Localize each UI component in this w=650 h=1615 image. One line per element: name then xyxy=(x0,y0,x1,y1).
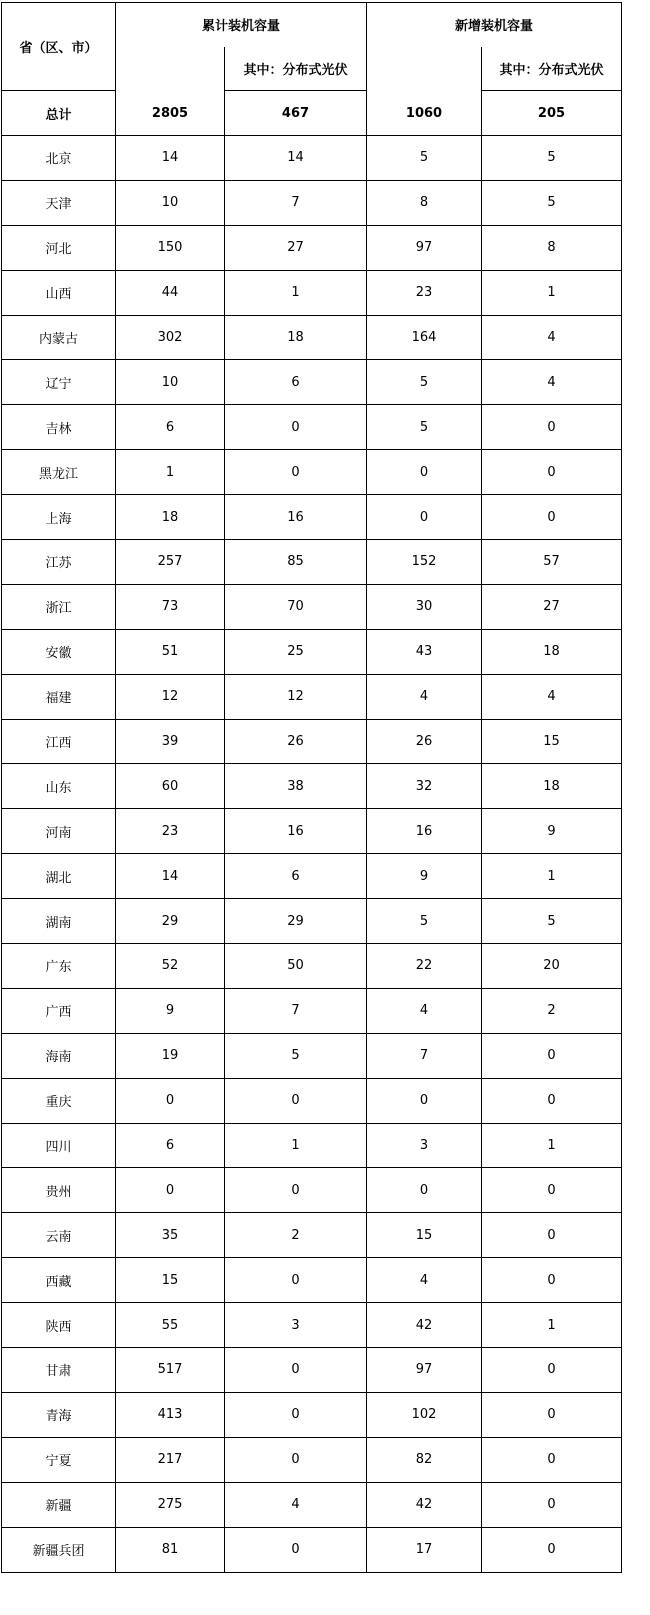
cumulative-distributed-cell: 50 xyxy=(225,944,367,989)
header-cumulative: 累计装机容量 xyxy=(116,3,367,47)
cumulative-distributed-cell: 3 xyxy=(225,1303,367,1348)
new-cell: 17 xyxy=(367,1527,482,1572)
province-cell: 安徽 xyxy=(2,629,116,674)
cumulative-distributed-cell: 25 xyxy=(225,629,367,674)
province-cell: 湖南 xyxy=(2,899,116,944)
cumulative-cell: 10 xyxy=(116,180,225,225)
new-distributed-cell: 1 xyxy=(482,1303,622,1348)
new-cell: 0 xyxy=(367,495,482,540)
table-row xyxy=(2,1482,622,1527)
new-cell: 26 xyxy=(367,719,482,764)
cumulative-distributed-cell: 0 xyxy=(225,1078,367,1123)
cumulative-cell: 517 xyxy=(116,1348,225,1393)
new-distributed-cell: 5 xyxy=(482,180,622,225)
new-cell: 0 xyxy=(367,1078,482,1123)
cumulative-distributed-cell: 7 xyxy=(225,988,367,1033)
province-cell: 青海 xyxy=(2,1392,116,1437)
new-distributed-cell: 20 xyxy=(482,944,622,989)
table-row xyxy=(2,988,622,1033)
new-cell: 5 xyxy=(367,899,482,944)
cumulative-distributed-cell: 0 xyxy=(225,1168,367,1213)
cumulative-cell: 44 xyxy=(116,270,225,315)
new-distributed-cell: 0 xyxy=(482,405,622,450)
table-row xyxy=(2,270,622,315)
province-cell: 陕西 xyxy=(2,1303,116,1348)
table-row xyxy=(2,540,622,585)
table-row xyxy=(2,1168,622,1213)
cumulative-distributed-cell: 85 xyxy=(225,540,367,585)
table-row xyxy=(2,809,622,854)
cumulative-distributed-cell: 6 xyxy=(225,360,367,405)
province-cell: 广西 xyxy=(2,988,116,1033)
new-distributed-cell: 5 xyxy=(482,899,622,944)
new-cell: 5 xyxy=(367,360,482,405)
cumulative-distributed-cell: 14 xyxy=(225,136,367,181)
new-distributed-cell: 0 xyxy=(482,1527,622,1572)
new-cell: 42 xyxy=(367,1303,482,1348)
new-distributed-cell: 1 xyxy=(482,270,622,315)
table-row xyxy=(2,315,622,360)
province-cell: 浙江 xyxy=(2,584,116,629)
cumulative-cell: 51 xyxy=(116,629,225,674)
new-distributed-cell: 9 xyxy=(482,809,622,854)
province-cell: 内蒙古 xyxy=(2,315,116,360)
cumulative-cell: 39 xyxy=(116,719,225,764)
new-cell: 97 xyxy=(367,225,482,270)
new-cell: 15 xyxy=(367,1213,482,1258)
cumulative-distributed-cell: 0 xyxy=(225,450,367,495)
cumulative-cell: 14 xyxy=(116,136,225,181)
cumulative-cell: 0 xyxy=(116,1168,225,1213)
new-cell: 8 xyxy=(367,180,482,225)
new-distributed-cell: 2 xyxy=(482,988,622,1033)
province-cell: 山西 xyxy=(2,270,116,315)
new-distributed-cell: 0 xyxy=(482,1482,622,1527)
cumulative-distributed-cell: 6 xyxy=(225,854,367,899)
total-cumulative: 2805 xyxy=(116,91,225,136)
new-distributed-cell: 0 xyxy=(482,1078,622,1123)
province-cell: 贵州 xyxy=(2,1168,116,1213)
new-distributed-cell: 18 xyxy=(482,629,622,674)
new-cell: 82 xyxy=(367,1437,482,1482)
province-cell: 山东 xyxy=(2,764,116,809)
table-row xyxy=(2,1392,622,1437)
new-cell: 5 xyxy=(367,405,482,450)
table-row xyxy=(2,1303,622,1348)
table-row xyxy=(2,1213,622,1258)
cumulative-distributed-cell: 26 xyxy=(225,719,367,764)
new-distributed-cell: 0 xyxy=(482,495,622,540)
province-cell: 新疆 xyxy=(2,1482,116,1527)
new-cell: 23 xyxy=(367,270,482,315)
cumulative-cell: 15 xyxy=(116,1258,225,1303)
new-cell: 5 xyxy=(367,136,482,181)
table-row xyxy=(2,1123,622,1168)
cumulative-distributed-cell: 12 xyxy=(225,674,367,719)
new-distributed-cell: 8 xyxy=(482,225,622,270)
new-distributed-cell: 4 xyxy=(482,674,622,719)
cumulative-cell: 10 xyxy=(116,360,225,405)
table-row xyxy=(2,360,622,405)
table-row xyxy=(2,1033,622,1078)
new-distributed-cell: 0 xyxy=(482,1392,622,1437)
cumulative-distributed-cell: 0 xyxy=(225,1258,367,1303)
table-row xyxy=(2,1078,622,1123)
new-cell: 4 xyxy=(367,674,482,719)
province-cell: 江西 xyxy=(2,719,116,764)
cumulative-cell: 0 xyxy=(116,1078,225,1123)
province-cell: 河南 xyxy=(2,809,116,854)
cumulative-cell: 23 xyxy=(116,809,225,854)
table-row xyxy=(2,719,622,764)
capacity-table xyxy=(1,2,622,1573)
cumulative-cell: 9 xyxy=(116,988,225,1033)
province-cell: 宁夏 xyxy=(2,1437,116,1482)
province-cell: 海南 xyxy=(2,1033,116,1078)
province-cell: 云南 xyxy=(2,1213,116,1258)
new-cell: 3 xyxy=(367,1123,482,1168)
cumulative-cell: 257 xyxy=(116,540,225,585)
table-row xyxy=(2,899,622,944)
province-cell: 河北 xyxy=(2,225,116,270)
cumulative-distributed-cell: 1 xyxy=(225,1123,367,1168)
new-cell: 4 xyxy=(367,988,482,1033)
new-distributed-cell: 0 xyxy=(482,450,622,495)
cumulative-cell: 1 xyxy=(116,450,225,495)
province-cell: 广东 xyxy=(2,944,116,989)
province-cell: 西藏 xyxy=(2,1258,116,1303)
table-row xyxy=(2,136,622,181)
cumulative-distributed-cell: 0 xyxy=(225,1437,367,1482)
province-cell: 甘肃 xyxy=(2,1348,116,1393)
new-cell: 97 xyxy=(367,1348,482,1393)
cumulative-cell: 60 xyxy=(116,764,225,809)
new-cell: 0 xyxy=(367,1168,482,1213)
header-new-blank xyxy=(367,47,482,91)
province-cell: 吉林 xyxy=(2,405,116,450)
table-row xyxy=(2,180,622,225)
table-row xyxy=(2,225,622,270)
cumulative-distributed-cell: 16 xyxy=(225,809,367,854)
total-cumulative-distributed: 467 xyxy=(225,91,367,136)
province-cell: 黑龙江 xyxy=(2,450,116,495)
province-cell: 上海 xyxy=(2,495,116,540)
new-distributed-cell: 15 xyxy=(482,719,622,764)
new-distributed-cell: 0 xyxy=(482,1213,622,1258)
province-cell: 四川 xyxy=(2,1123,116,1168)
cumulative-distributed-cell: 5 xyxy=(225,1033,367,1078)
new-distributed-cell: 0 xyxy=(482,1258,622,1303)
new-distributed-cell: 5 xyxy=(482,136,622,181)
province-cell: 新疆兵团 xyxy=(2,1527,116,1572)
new-cell: 164 xyxy=(367,315,482,360)
cumulative-distributed-cell: 16 xyxy=(225,495,367,540)
table-row xyxy=(2,1527,622,1572)
new-cell: 9 xyxy=(367,854,482,899)
table-row xyxy=(2,1437,622,1482)
province-cell: 北京 xyxy=(2,136,116,181)
total-label: 总计 xyxy=(2,91,116,136)
cumulative-cell: 6 xyxy=(116,405,225,450)
cumulative-cell: 19 xyxy=(116,1033,225,1078)
cumulative-distributed-cell: 0 xyxy=(225,1392,367,1437)
cumulative-distributed-cell: 2 xyxy=(225,1213,367,1258)
cumulative-distributed-cell: 27 xyxy=(225,225,367,270)
header-cumulative-blank xyxy=(116,47,225,91)
new-distributed-cell: 0 xyxy=(482,1033,622,1078)
new-distributed-cell: 27 xyxy=(482,584,622,629)
new-cell: 102 xyxy=(367,1392,482,1437)
new-distributed-cell: 57 xyxy=(482,540,622,585)
total-new: 1060 xyxy=(367,91,482,136)
cumulative-cell: 14 xyxy=(116,854,225,899)
cumulative-cell: 29 xyxy=(116,899,225,944)
cumulative-distributed-cell: 1 xyxy=(225,270,367,315)
header-cumulative-distributed: 其中：分布式光伏 xyxy=(225,47,367,91)
province-cell: 江苏 xyxy=(2,540,116,585)
province-cell: 福建 xyxy=(2,674,116,719)
cumulative-distributed-cell: 0 xyxy=(225,1348,367,1393)
header-new-distributed: 其中：分布式光伏 xyxy=(482,47,622,91)
cumulative-cell: 217 xyxy=(116,1437,225,1482)
new-distributed-cell: 4 xyxy=(482,360,622,405)
table-row xyxy=(2,405,622,450)
province-cell: 天津 xyxy=(2,180,116,225)
table-row xyxy=(2,495,622,540)
new-cell: 32 xyxy=(367,764,482,809)
table-row xyxy=(2,1258,622,1303)
cumulative-distributed-cell: 7 xyxy=(225,180,367,225)
total-row xyxy=(2,91,622,136)
new-cell: 7 xyxy=(367,1033,482,1078)
new-cell: 16 xyxy=(367,809,482,854)
new-distributed-cell: 1 xyxy=(482,1123,622,1168)
cumulative-distributed-cell: 4 xyxy=(225,1482,367,1527)
table-row xyxy=(2,854,622,899)
total-new-distributed: 205 xyxy=(482,91,622,136)
cumulative-distributed-cell: 18 xyxy=(225,315,367,360)
cumulative-distributed-cell: 70 xyxy=(225,584,367,629)
cumulative-distributed-cell: 29 xyxy=(225,899,367,944)
table-row xyxy=(2,584,622,629)
cumulative-cell: 413 xyxy=(116,1392,225,1437)
new-cell: 152 xyxy=(367,540,482,585)
cumulative-cell: 12 xyxy=(116,674,225,719)
new-cell: 30 xyxy=(367,584,482,629)
table-row xyxy=(2,450,622,495)
new-distributed-cell: 0 xyxy=(482,1348,622,1393)
cumulative-distributed-cell: 38 xyxy=(225,764,367,809)
new-distributed-cell: 18 xyxy=(482,764,622,809)
cumulative-cell: 275 xyxy=(116,1482,225,1527)
cumulative-cell: 150 xyxy=(116,225,225,270)
cumulative-distributed-cell: 0 xyxy=(225,1527,367,1572)
cumulative-cell: 6 xyxy=(116,1123,225,1168)
cumulative-distributed-cell: 0 xyxy=(225,405,367,450)
cumulative-cell: 55 xyxy=(116,1303,225,1348)
new-cell: 43 xyxy=(367,629,482,674)
new-cell: 42 xyxy=(367,1482,482,1527)
cumulative-cell: 18 xyxy=(116,495,225,540)
cumulative-cell: 302 xyxy=(116,315,225,360)
new-cell: 22 xyxy=(367,944,482,989)
province-cell: 湖北 xyxy=(2,854,116,899)
province-cell: 重庆 xyxy=(2,1078,116,1123)
table-row xyxy=(2,1348,622,1393)
table-row xyxy=(2,944,622,989)
new-distributed-cell: 1 xyxy=(482,854,622,899)
header-province: 省（区、市） xyxy=(2,3,116,91)
new-distributed-cell: 0 xyxy=(482,1168,622,1213)
cumulative-cell: 73 xyxy=(116,584,225,629)
table-row xyxy=(2,674,622,719)
cumulative-cell: 52 xyxy=(116,944,225,989)
new-cell: 0 xyxy=(367,450,482,495)
province-cell: 辽宁 xyxy=(2,360,116,405)
header-new-added: 新增装机容量 xyxy=(367,3,622,47)
table-row xyxy=(2,764,622,809)
cumulative-cell: 81 xyxy=(116,1527,225,1572)
table-row xyxy=(2,629,622,674)
cumulative-cell: 35 xyxy=(116,1213,225,1258)
new-distributed-cell: 4 xyxy=(482,315,622,360)
new-distributed-cell: 0 xyxy=(482,1437,622,1482)
new-cell: 4 xyxy=(367,1258,482,1303)
